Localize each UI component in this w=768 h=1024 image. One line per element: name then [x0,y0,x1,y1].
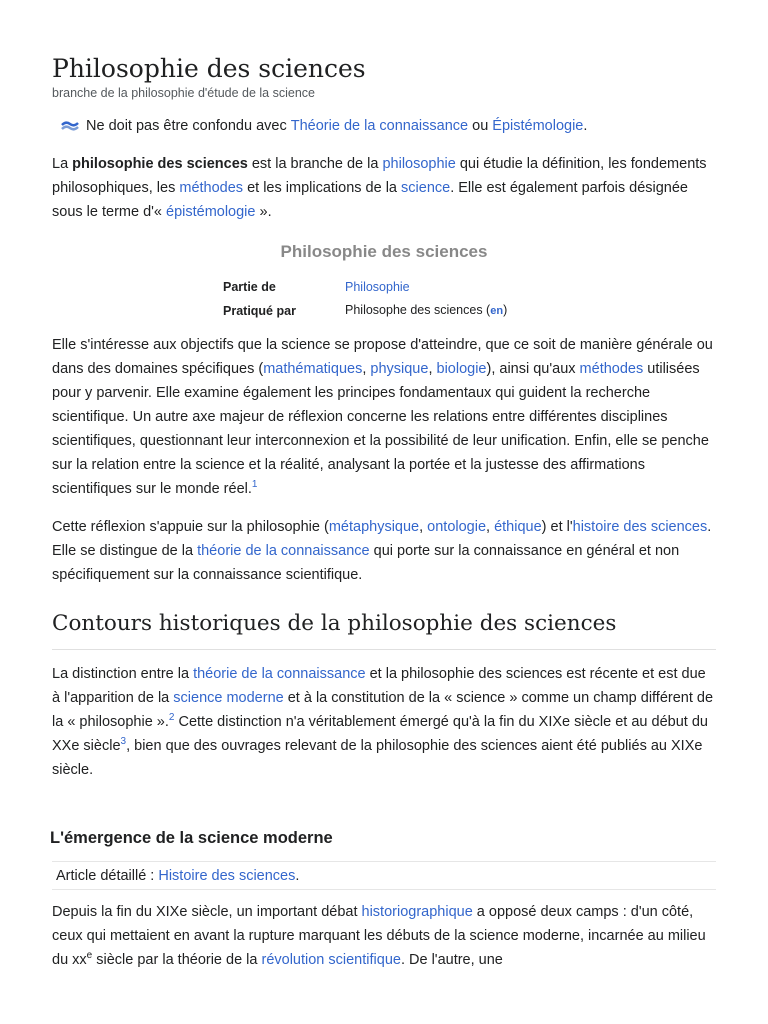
text: Cette distinction n'a véritablement émergé qu'à la fin du XIXe siècle et au début du XXe siècle [52,714,708,754]
link-methodes[interactable]: méthodes [179,180,244,196]
text: utilisées pour y parvenir. Elle examine également les principes fondamentaux qui guident la recherche scientifique. Un autre axe majeur de réflexion concerne les relations entre différentes disciplines scientifiques, questionnant leur interconnexion et la possibilité de leur unification. Enfin, elle se penche sur la relation entre la science et la réalité, analysant la portée et la justesse des affirmations scientifiques sur le monde réel. [52,361,709,497]
link-metaphysique[interactable]: métaphysique [328,519,420,535]
text: ». [255,204,272,220]
infobox-value [345,299,545,323]
link-revolution-scientifique[interactable]: révolution scientifique [261,952,401,968]
superscript-e: e [86,950,93,962]
text: qui porte sur la connaissance en général et non spécifiquement sur la connaissance scientifique. [52,543,680,583]
link-historiographique[interactable]: historiographique [361,904,473,920]
link-histoire-sciences-main[interactable]: Histoire des sciences [158,868,296,884]
text: , [486,519,495,535]
text: siècle par la théorie de la [92,952,262,968]
link-science[interactable]: science [401,180,451,196]
paragraph-objectives [52,333,716,501]
reference-2[interactable]: 2 [168,712,175,724]
text: , [428,361,437,377]
text: et la philosophie des sciences est récente et est due à l'apparition de la [52,666,706,706]
text: Article détaillé : [56,868,159,884]
hatnote [60,118,716,134]
link-theorie-connaissance-2[interactable]: théorie de la connaissance [193,666,366,682]
text: ), ainsi qu'aux [486,361,580,377]
reference-3[interactable]: 3 [120,736,127,748]
infobox-row [223,299,545,323]
paragraph-distinction [52,662,716,782]
link-physique[interactable]: physique [370,361,429,377]
link-science-moderne[interactable]: science moderne [173,690,284,706]
text: est la branche de la [247,156,383,172]
text: Cette réflexion s'appuie sur la philosophie ( [52,519,329,535]
text: a opposé deux camps : d'un côté, ceux qui mettaient en avant la rupture marquant les débuts de la science moderne, incarnée au milieu du xx [52,904,706,968]
bold-term: philosophie des sciences [72,156,248,172]
intro-paragraph [52,152,716,224]
text: , [419,519,428,535]
link-theorie-connaissance[interactable]: théorie de la connaissance [197,543,370,559]
link-mathematiques[interactable]: mathématiques [263,361,363,377]
link-ontologie[interactable]: ontologie [427,519,487,535]
infobox-link-philosophie[interactable]: Philosophie [345,280,410,294]
infobox-title: Philosophie des sciences [280,242,488,261]
hatnote-suffix: . [583,118,588,134]
text: Philosophe des sciences ( [345,303,491,317]
text: . Elle est également parfois désignée sous le terme d'« [52,180,688,220]
text: qui étudie la définition, les fondements philosophiques, les [52,156,707,196]
link-philosophie[interactable]: philosophie [382,156,456,172]
paragraph-reflexion [52,515,716,587]
text: . [295,868,300,884]
link-histoire-des-sciences[interactable]: histoire des sciences [572,519,708,535]
hatnote-link-epistemologie[interactable]: Épistémologie [492,118,584,134]
infobox-row [223,276,545,299]
link-biologie[interactable]: biologie [436,361,487,377]
link-epistemologie[interactable]: épistémologie [166,204,256,220]
hatnote-link-theorie[interactable]: Théorie de la connaissance [290,118,469,134]
subsection-heading: L'émergence de la science moderne [50,829,333,847]
infobox-table [223,276,545,323]
text: et à la constitution de la « science » comme un champ différent de la « philosophie ». [52,690,714,730]
text: La [52,156,73,172]
text: La distinction entre la [52,666,194,682]
text: Depuis la fin du XIXe siècle, un important débat [52,904,362,920]
section-heading: Contours historiques de la philosophie des sciences [52,609,716,650]
main-article-note [52,861,716,890]
text: ) et l' [541,519,573,535]
infobox-key: Pratiqué par [223,303,296,318]
text: et les implications de la [243,180,402,196]
text: . De l'autre, une [400,952,503,968]
hatnote-middle: ou [472,118,489,134]
text: , [362,361,371,377]
link-methodes-2[interactable]: méthodes [579,361,644,377]
text: . Elle se distingue de la [52,519,712,559]
link-ethique[interactable]: éthique [494,519,542,535]
disambiguation-icon [60,119,80,133]
infobox [52,242,716,323]
paragraph-debat [52,900,716,972]
hatnote-prefix: Ne doit pas être confondu avec [86,118,287,134]
page-title: Philosophie des sciences [52,54,366,83]
page-subtitle: branche de la philosophie d'étude de la science [52,86,315,100]
reference-1[interactable]: 1 [251,479,258,491]
text: Elle s'intéresse aux objectifs que la science se propose d'atteindre, que ce soit de manière générale ou dans des domaines spécifiques ( [52,337,713,377]
text: , bien que des ouvrages relevant de la philosophie des sciences aient été publiés au XIXe siècle. [52,738,703,778]
text: ) [503,303,508,317]
infobox-key: Partie de [223,280,276,294]
infobox-value [345,276,545,299]
lang-link-en[interactable]: en [490,305,504,317]
